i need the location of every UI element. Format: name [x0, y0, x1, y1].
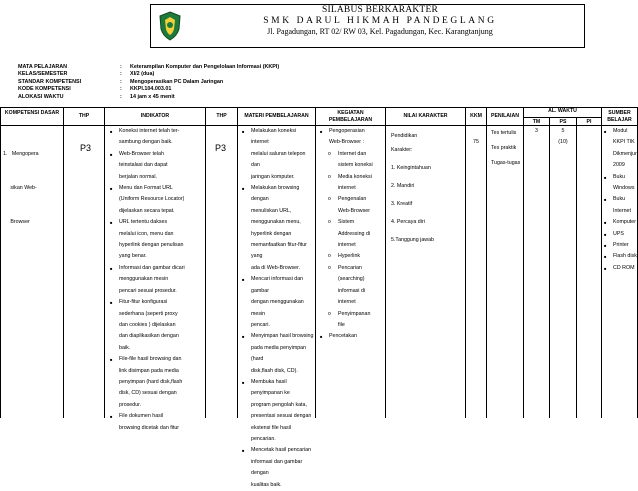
list-item: hyperlink dengan: [251, 230, 292, 237]
info-colon: :: [120, 78, 122, 85]
list-item: memanfaatkan fitur-fitur yang: [251, 242, 307, 260]
col-header-materi: MATERI PEMBELAJARAN: [244, 113, 309, 119]
ps-note: (10): [558, 139, 568, 146]
col-header-ps: PS: [559, 119, 567, 125]
info-value: Keterampilan Komputer dan Pengelolaan Informasi (KKPI): [130, 64, 280, 70]
column-divider: [315, 107, 316, 418]
list-item: file: [338, 321, 345, 328]
nilai-line: 1. Keingintahuan: [391, 165, 431, 171]
list-item: Addressing di: [338, 230, 371, 237]
thp-value: P3: [80, 143, 92, 153]
list-item: Web-Browser: [338, 207, 370, 214]
col-header-alokasi-waktu: AL. WAKTU: [548, 108, 577, 114]
list-item: dan cookies ) dijelaskan: [119, 321, 176, 328]
col-header-pi: PI: [586, 119, 592, 125]
col-header-tm: TM: [532, 119, 541, 125]
list-item: (Uniform Resource Locator): [119, 196, 185, 203]
sumber-item: Windows: [613, 185, 635, 192]
list-item: disk,flash disk, CD).: [251, 367, 298, 374]
list-item: o Pengenalan: [320, 194, 385, 205]
kompetensi-line: sikan Web-: [3, 185, 37, 192]
column-divider: [63, 107, 64, 418]
table-left-border: [0, 107, 1, 418]
column-divider: [601, 107, 602, 418]
info-colon: :: [120, 86, 122, 93]
info-label: KODE KOMPETENSI: [18, 86, 71, 93]
info-colon: :: [120, 71, 122, 78]
list-item: menuliskan URL,: [251, 207, 292, 214]
list-item: internet: [338, 242, 356, 249]
list-item: ■ File dokumen hasil: [110, 411, 205, 422]
sumber-item: ■ CD ROM: [604, 263, 637, 274]
list-item: ■ Melakukan koneksi internet: [242, 126, 315, 149]
materi-list: [242, 126, 315, 491]
list-item: o Penyimpanan: [320, 309, 385, 320]
list-item: jaringan komputer.: [251, 173, 295, 180]
info-colon: :: [120, 64, 122, 70]
list-item: ■ Koneksi internet telah ter-: [110, 126, 205, 137]
list-item: pencari sesuai prosedur.: [119, 287, 177, 294]
penilaian-item: Tes praktik: [491, 145, 517, 151]
school-name: SMK DARUL HIKMAH PANDEGLANG: [263, 16, 497, 26]
sumber-item: ■ Flash disk: [604, 251, 637, 262]
list-item: sambung dengan baik.: [119, 139, 173, 146]
list-item: ■ File-file hasil browsing dan: [110, 354, 205, 365]
list-item: menggunakan menu,: [251, 219, 301, 226]
sumber-item: ■ Komputer: [604, 217, 637, 228]
list-item: pencari.: [251, 321, 270, 328]
column-divider: [237, 107, 238, 418]
list-item: ■ Menyimpan hasil browsing: [242, 331, 315, 342]
list-item: dijelaskan secara tepat.: [119, 207, 175, 214]
info-colon: :: [120, 93, 122, 100]
list-item: ekstensi file hasil pencarian.: [251, 424, 292, 442]
list-item: prosedur.: [119, 401, 142, 408]
info-value: KKPI.104.003.01: [130, 86, 172, 93]
list-item: internet: [338, 299, 356, 306]
list-item: baik.: [119, 344, 131, 351]
sumber-item: ■ Buku: [604, 172, 637, 183]
thp-value: P3: [215, 143, 227, 153]
col-header-kegiatan: KEGIATAN PEMBELAJARAN: [328, 110, 373, 123]
list-item: ■ Pengoperasian: [320, 126, 385, 137]
penilaian-item: Tes tertulis: [491, 130, 517, 136]
list-item: ■ Fitur-fitur konfigurasi: [110, 297, 205, 308]
list-item: Web-Browser :: [329, 139, 364, 146]
list-item: program pengolah kata,: [251, 401, 307, 408]
list-item: dan diaplikasikan dengan: [119, 333, 179, 340]
time-subheader-line: [523, 117, 601, 118]
list-item: ■ URL tertentu dakses: [110, 217, 205, 228]
list-item: ada di Web-Browser.: [251, 264, 301, 271]
sumber-item: 2009: [613, 162, 625, 169]
list-item: sederhana (seperti proxy: [119, 310, 178, 317]
list-item: teinstalasi dan dapat: [119, 162, 168, 169]
col-header-thp: THP: [78, 113, 90, 119]
info-label: MATA PELAJARAN: [18, 64, 68, 70]
list-item: disk, CD) sesuai dengan: [119, 390, 177, 397]
list-item: presentasi sesuai dengan: [251, 413, 312, 420]
ps-value: [550, 126, 576, 149]
sumber-item: ■ UPS: [604, 229, 637, 240]
column-divider: [465, 107, 466, 418]
nilai-line: Pendidikan: [391, 133, 418, 139]
list-item: ■ Pencetakan: [320, 331, 385, 342]
list-item: melalui saluran telepon dan: [251, 150, 306, 169]
nilai-line: 3. Kreatif: [391, 201, 413, 207]
sumber-item: KKPI TIK: [613, 139, 635, 146]
column-divider: [523, 107, 524, 418]
info-value: XI/2 (dua): [130, 71, 155, 78]
list-item: pada media penyimpan (hard: [251, 344, 307, 363]
info-value: 14 jam x 45 menit: [130, 93, 175, 100]
sumber-item: ■ Buku: [604, 194, 637, 205]
column-divider: [205, 107, 206, 418]
tm-value: 3: [535, 128, 538, 134]
nilai-line: 5.Tanggung jawab: [391, 237, 434, 243]
col-header-penilaian: PENILAIAN: [491, 113, 519, 119]
penilaian-item: Tugas-tugas: [491, 160, 521, 166]
column-divider: [104, 107, 105, 418]
list-item: o Hyperlink: [320, 251, 385, 262]
col-header-indikator: INDIKATOR: [140, 113, 170, 119]
column-divider: [549, 117, 550, 418]
penilaian-cell: [491, 126, 523, 171]
indikator-list: [110, 126, 205, 434]
sumber-item: Internet: [613, 207, 631, 214]
column-divider: [576, 117, 577, 418]
list-item: ■ Web-Browser telah: [110, 149, 205, 160]
list-item: browsing dicetak dan fitur: [119, 424, 180, 431]
col-header-kompetensi: KOMPETENSI DASAR: [4, 110, 60, 116]
col-header-sumber: SUMBER BELAJAR: [607, 110, 632, 123]
info-label: ALOKASI WAKTU: [18, 93, 64, 100]
kompetensi-line: Browser: [3, 219, 30, 226]
nilai-line: 4. Percaya diri: [391, 219, 425, 225]
list-item: menggunakan mesin: [119, 276, 169, 283]
list-item: informasi di: [338, 287, 366, 294]
list-item: link disimpan pada media: [119, 367, 179, 374]
list-item: informasi dan gambar dengan: [251, 458, 303, 477]
info-value: Mengoperasikan PC Dalam Jaringan: [130, 78, 224, 85]
list-item: ■ Mencari informasi dan gambar: [242, 274, 315, 297]
sumber-item: ■ Printer: [604, 240, 637, 251]
ps-hours: 5: [561, 128, 565, 134]
list-item: yang benar.: [119, 253, 147, 260]
nilai-line: Karakter:: [391, 147, 413, 153]
kompetensi-cell: [3, 126, 63, 251]
sumber-item: ■ Modul: [604, 126, 637, 137]
list-item: internet: [338, 185, 356, 192]
column-divider: [385, 107, 386, 418]
list-item: ■ Mencetak hasil pencarian: [242, 445, 315, 456]
school-address: Jl. Pagadungan, RT 02/ RW 03, Kel. Pagadungan, Kec. Karangtanjung: [267, 27, 493, 36]
list-item: o Media koneksi: [320, 172, 385, 183]
kkm-value: 75: [473, 139, 479, 145]
list-item: ■ Menu dan Format URL: [110, 183, 205, 194]
list-item: dengan menggunakan mesin: [251, 299, 304, 317]
col-header-kkm: KKM: [470, 113, 482, 119]
nilai-karakter-cell: [391, 129, 465, 247]
sumber-belajar-list: [604, 126, 637, 274]
list-item: o Pencarian: [320, 263, 385, 274]
nilai-line: 2. Mandiri: [391, 183, 415, 189]
info-label: STANDAR KOMPETENSI: [18, 78, 82, 85]
list-item: melalui icon, menu dan: [119, 230, 174, 237]
col-header-thp: THP: [216, 113, 227, 119]
document-title: SILABUS BERKARAKTER: [322, 5, 438, 15]
sumber-item: Dikmenjur: [613, 150, 637, 157]
col-header-nilai: NILAI KARAKTER: [403, 113, 448, 119]
kompetensi-line: 1. Mengopera: [3, 150, 39, 157]
list-item: kualitas baik.: [251, 481, 282, 488]
list-item: sistem koneksi: [338, 162, 373, 169]
list-item: ■ Melakukan browsing dengan: [242, 183, 315, 206]
list-item: o Sistem: [320, 217, 385, 228]
list-item: (searching): [338, 276, 365, 283]
list-item: penyimpan (hard disk,flash: [119, 378, 183, 385]
list-item: berjalan normal.: [119, 173, 157, 180]
column-divider: [486, 107, 487, 418]
list-item: hyperlink dengan penulisan: [119, 242, 184, 249]
list-item: ■ Informasi dan gambar dicari: [110, 263, 205, 274]
info-label: KELAS/SEMESTER: [18, 71, 68, 78]
list-item: o Internet dan: [320, 149, 385, 160]
kegiatan-list: [320, 126, 385, 343]
list-item: ■ Membuka hasil penyimpanan ke: [242, 377, 315, 400]
